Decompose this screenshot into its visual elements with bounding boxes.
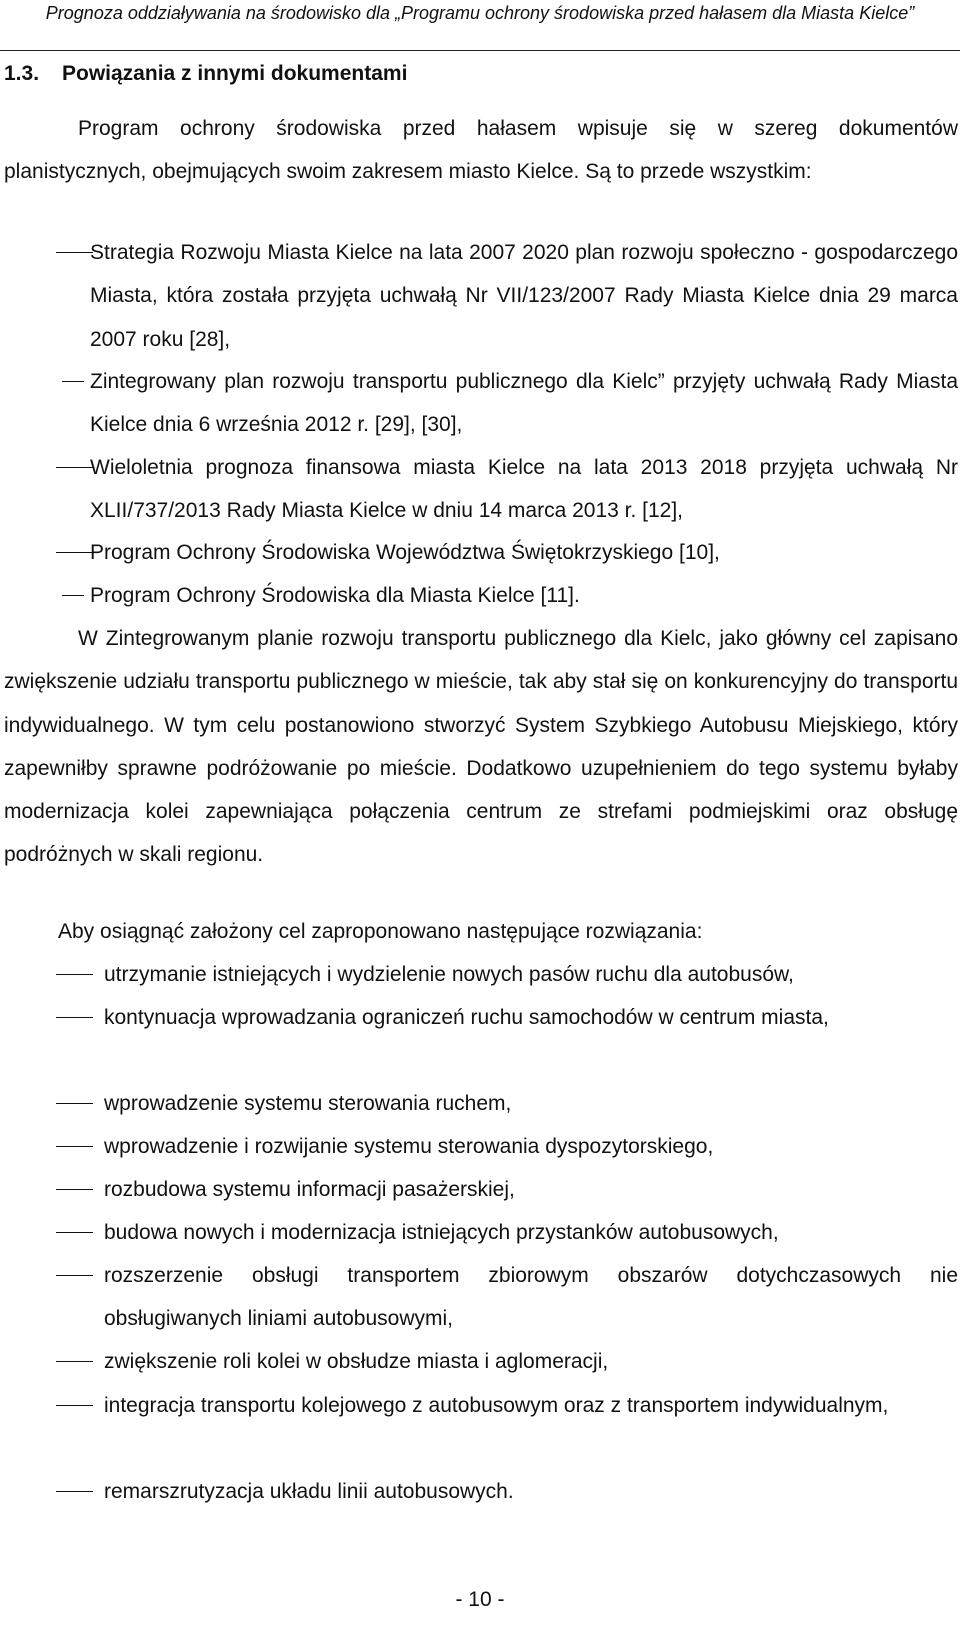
list-item-text: utrzymanie istniejących i wydzielenie nowych pasów ruchu dla autobusów, <box>104 963 794 986</box>
list-item-text: Strategia Rozwoju Miasta Kielce na lata 2007 2020 plan rozwoju społeczno - gospodarczego Miasta, która została przyjęta uchwałą Nr VII/123/2007 Rady Miasta Kielce dnia 29 marca 2007 roku [28], <box>90 241 958 351</box>
list-item-text: zwiększenie roli kolei w obsłudze miasta i aglomeracji, <box>104 1350 609 1373</box>
list-item-text: Zintegrowany plan rozwoju transportu publicznego dla Kielc” przyjęty uchwałą Rady Miasta Kielce dnia 6 września 2012 r. [29], [30], <box>90 370 958 437</box>
page-number: - 10 - <box>455 1588 505 1611</box>
list-item-text: wprowadzenie systemu sterowania ruchem, <box>104 1092 512 1115</box>
list-item-text: rozbudowa systemu informacji pasażerskiej, <box>104 1178 515 1201</box>
list-item <box>4 574 958 617</box>
dash-bullet <box>56 467 93 468</box>
list-item-text: integracja transportu kolejowego z autobusowym oraz z transportem indywidualnym, <box>104 1394 889 1417</box>
list-item <box>4 231 958 351</box>
list-item <box>4 360 958 437</box>
section-heading <box>4 60 407 88</box>
dash-bullet <box>56 1232 93 1233</box>
dash-bullet <box>56 1146 93 1147</box>
list-item-text: rozszerzenie obsługi transportem zbiorowym obszarów dotychczasowych nie obsługiwanych liniami autobusowymi, <box>104 1264 958 1331</box>
section-number: 1.3. <box>4 62 40 85</box>
running-header: Prognoza oddziaływania na środowisko dla „Programu ochrony środowiska przed hałasem dla Miasta Kielce” <box>45 3 915 23</box>
body-paragraph: Aby osiągnąć założony cel zaproponowano następujące rozwiązania: <box>58 920 703 943</box>
list-item <box>4 1384 958 1427</box>
dash-bullet <box>56 252 93 253</box>
list-item <box>4 1470 958 1513</box>
dash-bullet <box>56 1017 93 1018</box>
section-title: Powiązania z innymi dokumentami <box>62 62 408 85</box>
dash-bullet <box>62 381 84 382</box>
dash-bullet <box>56 1361 93 1362</box>
intro-paragraph: Program ochrony środowiska przed hałasem wpisuje się w szereg dokumentów planistycznych, obejmujących swoim zakresem miasto Kielce. Są to przede wszystkim: <box>4 117 958 184</box>
list-item-text: Program Ochrony Środowiska Województwa Świętokrzyskiego [10], <box>90 541 720 564</box>
dash-bullet <box>56 552 93 553</box>
dash-bullet <box>56 1103 93 1104</box>
list-item-text: Program Ochrony Środowiska dla Miasta Kielce [11]. <box>90 584 580 607</box>
list-item <box>4 996 958 1039</box>
list-item <box>4 1340 958 1383</box>
dash-bullet <box>62 595 84 596</box>
list-item-text: kontynuacja wprowadzania ograniczeń ruchu samochodów w centrum miasta, <box>104 1006 829 1029</box>
dash-bullet <box>56 974 93 975</box>
list-item <box>4 1125 958 1168</box>
dash-bullet <box>56 1275 93 1276</box>
dash-bullet <box>56 1405 93 1406</box>
list-item-text: budowa nowych i modernizacja istniejących przystanków autobusowych, <box>104 1221 779 1244</box>
header-divider <box>0 50 960 51</box>
list-item-text: remarszrutyzacja układu linii autobusowych. <box>104 1480 514 1503</box>
list-item-text: wprowadzenie i rozwijanie systemu sterowania dyspozytorskiego, <box>104 1135 714 1158</box>
list-item <box>4 1211 958 1254</box>
list-item-text: Wieloletnia prognoza finansowa miasta Kielce na lata 2013 2018 przyjęta uchwałą Nr XLII/737/2013 Rady Miasta Kielce w dniu 14 marca 2013 r. [12], <box>90 456 958 523</box>
list-item <box>4 531 958 574</box>
dash-bullet <box>56 1491 93 1492</box>
dash-bullet <box>56 1189 93 1190</box>
list-item <box>4 1082 958 1125</box>
list-item <box>4 953 958 996</box>
body-paragraph: W Zintegrowanym planie rozwoju transportu publicznego dla Kielc, jako główny cel zapisano zwiększenie udziału transportu publicznego w mieście, tak aby stał się on konkurencyjny do transportu indywidualnego. W tym celu postanowiono stworzyć System Szybkiego Autobusu Miejskiego, który zapewniłby sprawne podróżowanie po mieście. Dodatkowo uzupełnieniem do tego systemu byłaby modernizacja kolei zapewniająca połączenia centrum ze strefami podmiejskimi oraz obsługę podróżnych w skali regionu. <box>4 627 958 867</box>
list-item <box>4 1254 958 1331</box>
list-item <box>4 446 958 523</box>
list-item <box>4 1168 958 1211</box>
